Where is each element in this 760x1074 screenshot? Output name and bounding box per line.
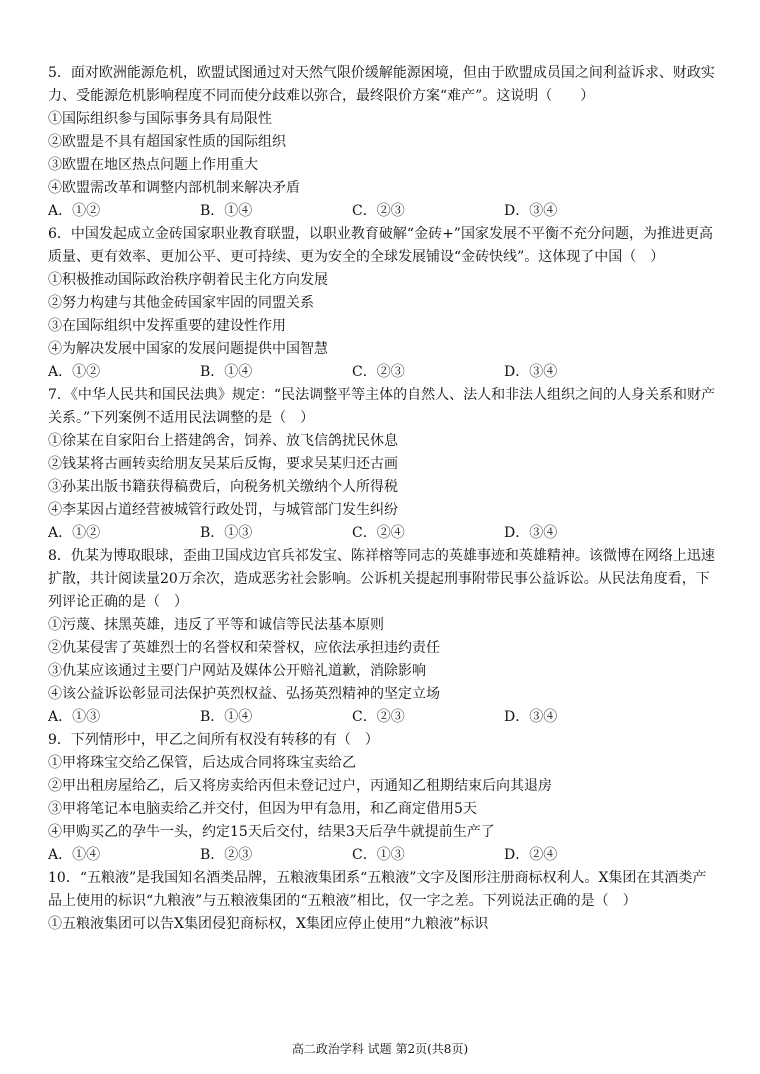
statement-item: ③甲将笔记本电脑卖给乙并交付，但因为甲有急用，和乙商定借用5天 [48, 801, 477, 817]
statement-item: ③孙某出版书籍获得稿费后，向税务机关缴纳个人所得税 [48, 479, 398, 495]
question-stem: 8．仇某为博取眼球，歪曲卫国戍边官兵祁发宝、陈祥榕等同志的英雄事迹和英雄精神。该微博在网络上迅速扩散，共计阅读量20万余次，造成恶劣社会影响。公诉机关提起刑事附带民事公益诉讼。从民法角度看，下列评论正确的是（ ） [48, 548, 715, 610]
statement-item: ④李某因占道经营被城管行政处罚，与城管部门发生纠纷 [48, 502, 398, 518]
question-stem: 5．面对欧洲能源危机，欧盟试图通过对天然气限价缓解能源困境，但由于欧盟成员国之间利益诉求、财政实力、受能源危机影响程度不同而使分歧难以弥合，最终限价方案“难产”。这说明（ ） [48, 65, 715, 104]
answer-option: C．②③ [352, 364, 405, 380]
question-stem: 7．《中华人民共和国民法典》规定：“民法调整平等主体的自然人、法人和非法人组织之间的人身关系和财产关系。”下列案例不适用民法调整的是（ ） [48, 387, 716, 426]
question-stem: 6．中国发起成立金砖国家职业教育联盟，以职业教育破解“金砖+”国家发展不平衡不充分问题，为推进更高质量、更有效率、更加公平、更可持续、更为安全的全球发展铺设“金砖快线”。这体现了中国（ ） [48, 226, 713, 265]
answer-option: A．①③ [48, 709, 101, 725]
statement-item: ②努力构建与其他金砖国家牢固的同盟关系 [48, 295, 314, 311]
answer-option: B．②③ [200, 847, 253, 863]
answer-options [48, 361, 716, 384]
statement-item: ④甲购买乙的孕牛一头，约定15天后交付，结果3天后孕牛就提前生产了 [48, 824, 495, 840]
answer-options [48, 844, 716, 867]
answer-option: A．①④ [48, 847, 101, 863]
statement-item: ①甲将珠宝交给乙保管，后达成合同将珠宝卖给乙 [48, 755, 356, 771]
exam-page [48, 62, 716, 936]
answer-option: A．①② [48, 203, 101, 219]
answer-option: D．②④ [504, 847, 558, 863]
answer-options [48, 522, 716, 545]
question-stem: 9．下列情形中，甲乙之间所有权没有转移的有（ ） [48, 732, 379, 748]
answer-option: D．③④ [504, 364, 558, 380]
answer-option: C．②④ [352, 525, 405, 541]
statement-item: ①徐某在自家阳台上搭建鸽舍，饲养、放飞信鸽扰民休息 [48, 433, 398, 449]
answer-option: C．②③ [352, 709, 405, 725]
answer-option: B．①④ [200, 203, 253, 219]
statement-item: ②钱某将古画转卖给朋友吴某后反悔，要求吴某归还古画 [48, 456, 398, 472]
page-footer: 高二政治学科 试题 第2页(共8页) [291, 1042, 469, 1056]
statement-item: ①五粮液集团可以告X集团侵犯商标权，X集团应停止使用“九粮液”标识 [48, 916, 489, 932]
statement-item: ②甲出租房屋给乙，后又将房卖给丙但未登记过户，丙通知乙租期结束后向其退房 [48, 778, 552, 794]
statement-item: ③仇某应该通过主要门户网站及媒体公开赔礼道歉，消除影响 [48, 663, 426, 679]
statement-item: ③在国际组织中发挥重要的建设性作用 [48, 318, 286, 334]
answer-option: B．①④ [200, 709, 253, 725]
question-block [48, 62, 716, 223]
statement-item: ④为解决发展中国家的发展问题提供中国智慧 [48, 341, 328, 357]
statement-item: ②欧盟是不具有超国家性质的国际组织 [48, 134, 286, 150]
answer-options [48, 200, 716, 223]
question-block [48, 867, 716, 936]
statement-item: ④该公益诉讼彰显司法保护英烈权益、弘扬英烈精神的坚定立场 [48, 686, 440, 702]
answer-options [48, 706, 716, 729]
question-stem: 10．“五粮液”是我国知名酒类品牌，五粮液集团系“五粮液”文字及图形注册商标权利人。X集团在其酒类产品上使用的标识“九粮液”与五粮液集团的“五粮液”相比，仅一字之差。下列说法正确的是（ ） [48, 870, 707, 909]
answer-option: C．②③ [352, 203, 405, 219]
question-block [48, 729, 716, 867]
statement-item: ③欧盟在地区热点问题上作用重大 [48, 157, 258, 173]
statement-item: ①国际组织参与国际事务具有局限性 [48, 111, 272, 127]
answer-option: D．③④ [504, 709, 558, 725]
answer-option: B．①④ [200, 364, 253, 380]
question-block [48, 384, 716, 545]
statement-item: ①积极推动国际政治秩序朝着民主化方向发展 [48, 272, 328, 288]
statement-item: ②仇某侵害了英雄烈士的名誉权和荣誉权，应依法承担违约责任 [48, 640, 440, 656]
answer-option: B．①③ [200, 525, 253, 541]
answer-option: A．①② [48, 525, 101, 541]
question-block [48, 223, 716, 384]
statement-item: ①污蔑、抹黑英雄，违反了平等和诚信等民法基本原则 [48, 617, 384, 633]
question-block [48, 545, 716, 729]
answer-option: A．①② [48, 364, 101, 380]
answer-option: D．③④ [504, 525, 558, 541]
answer-option: C．①③ [352, 847, 405, 863]
statement-item: ④欧盟需改革和调整内部机制来解决矛盾 [48, 180, 300, 196]
answer-option: D．③④ [504, 203, 558, 219]
